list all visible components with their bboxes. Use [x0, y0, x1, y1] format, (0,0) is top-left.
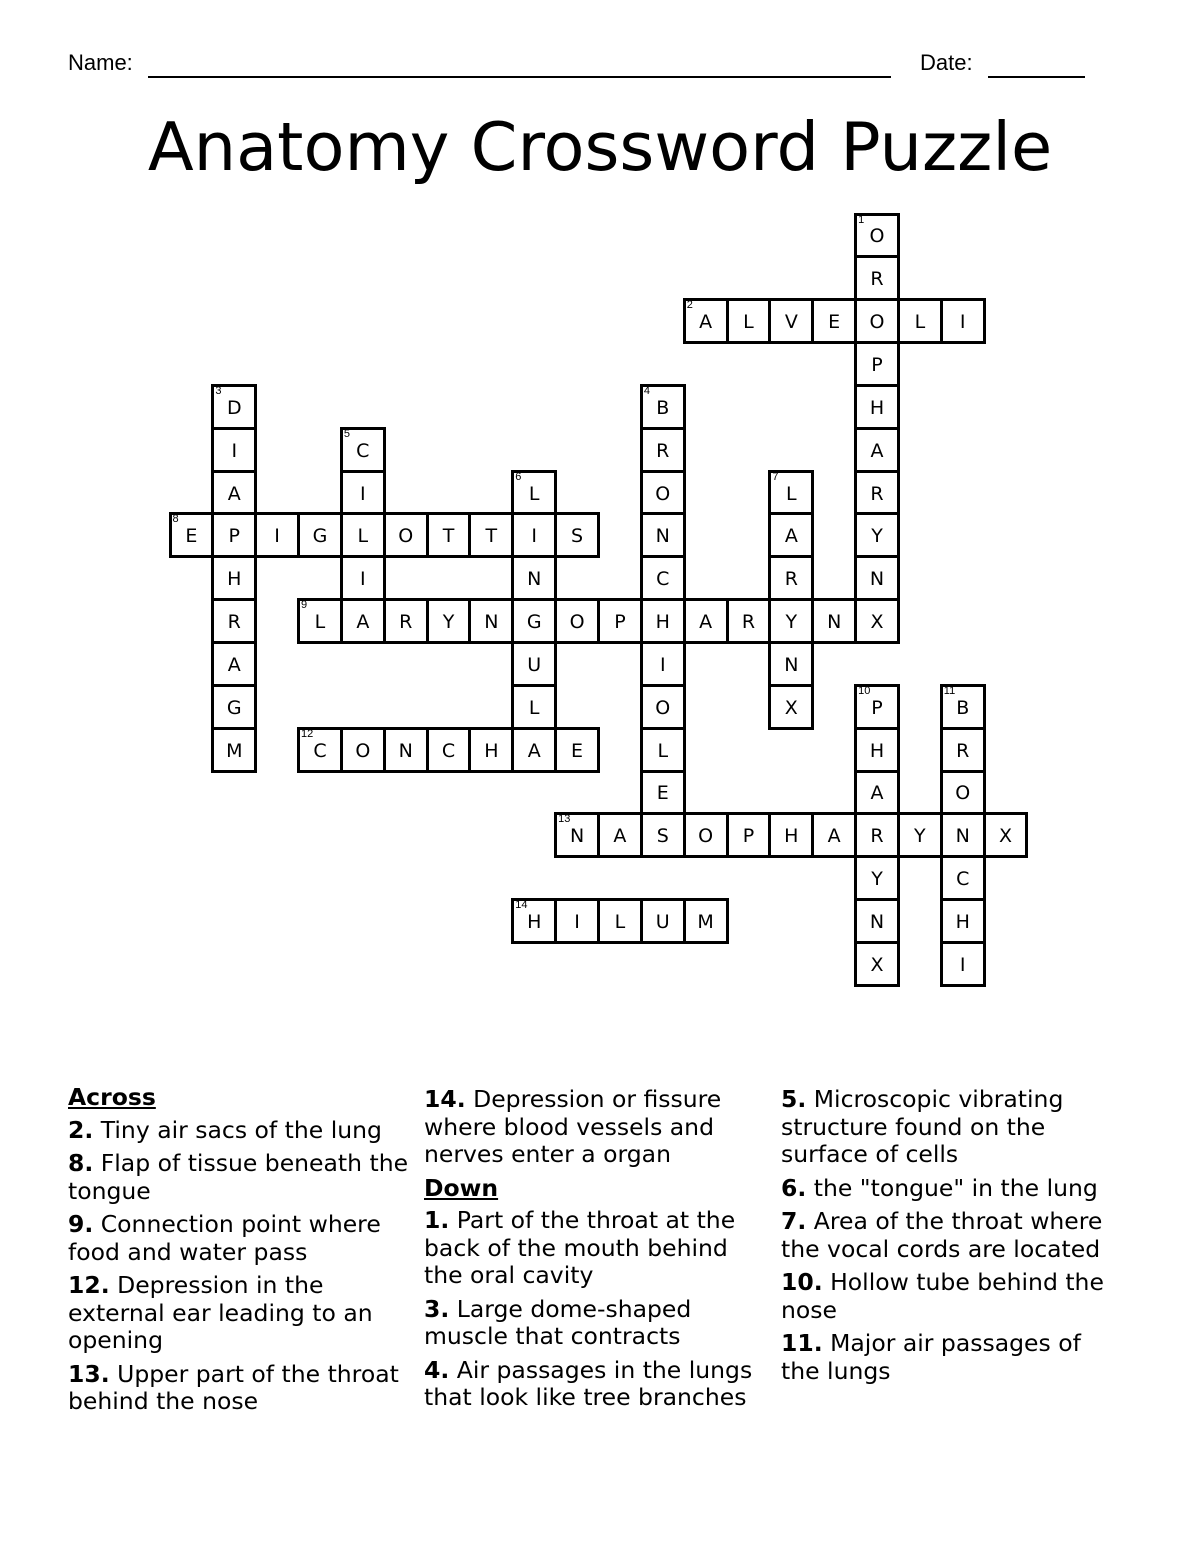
crossword-cell[interactable]	[768, 684, 814, 730]
cell-letter: O	[869, 311, 885, 334]
crossword-cell[interactable]	[640, 812, 686, 858]
cell-letter: U	[655, 911, 670, 934]
clue-column-3	[781, 1086, 1126, 1391]
cell-letter: X	[870, 611, 884, 634]
cell-letter: G	[226, 696, 242, 719]
cell-letter: I	[360, 568, 366, 591]
cell-letter: A	[870, 439, 884, 462]
cell-letter: L	[657, 739, 669, 762]
cell-letter: I	[574, 911, 580, 934]
cell-letter: N	[398, 739, 413, 762]
crossword-cell[interactable]	[211, 427, 257, 473]
crossword-cell[interactable]	[854, 727, 900, 773]
cell-letter: O	[869, 225, 885, 248]
cell-letter: O	[655, 696, 671, 719]
cell-letter: A	[356, 611, 370, 634]
crossword-cell[interactable]	[640, 727, 686, 773]
crossword-cell[interactable]	[640, 427, 686, 473]
cell-letter: R	[227, 611, 241, 634]
crossword-cell[interactable]	[768, 512, 814, 558]
crossword-cell[interactable]	[340, 470, 386, 516]
date-label: Date:	[920, 50, 973, 75]
crossword-cell[interactable]	[854, 555, 900, 601]
cell-letter: E	[185, 525, 198, 548]
clue-down-3: 3. Large dome-shaped muscle that contracts	[424, 1294, 692, 1350]
cell-letter: L	[314, 611, 326, 634]
crossword-cell[interactable]	[811, 298, 857, 344]
cell-letter: T	[442, 525, 455, 548]
cell-letter: A	[613, 825, 627, 848]
crossword-cell[interactable]	[511, 684, 557, 730]
cell-letter: R	[784, 568, 798, 591]
crossword-cell[interactable]	[854, 898, 900, 944]
crossword-cell[interactable]	[597, 812, 643, 858]
clue-across-2: 2. Tiny air sacs of the lung	[68, 1115, 382, 1144]
crossword-cell[interactable]	[554, 727, 600, 773]
cell-letter: N	[655, 525, 670, 548]
cell-letter: T	[485, 525, 498, 548]
cell-letter: A	[870, 782, 884, 805]
crossword-cell[interactable]	[768, 598, 814, 644]
cell-letter: P	[742, 825, 755, 848]
clue-number: 4	[643, 384, 650, 397]
cell-letter: C	[441, 739, 456, 762]
cell-letter: N	[784, 653, 799, 676]
cell-letter: P	[871, 353, 883, 376]
cell-letter: X	[870, 953, 884, 976]
crossword-cell[interactable]	[383, 598, 429, 644]
cell-letter: Y	[871, 868, 883, 891]
crossword-cell[interactable]	[640, 470, 686, 516]
cell-letter: Y	[442, 611, 455, 634]
cell-letter: M	[226, 739, 243, 762]
cell-letter: L	[614, 911, 626, 934]
across-heading: Across	[68, 1083, 156, 1111]
cell-letter: N	[869, 911, 885, 934]
cell-letter: C	[356, 439, 370, 462]
cell-letter: S	[571, 525, 584, 548]
cell-letter: S	[656, 825, 669, 848]
crossword-cell[interactable]	[383, 727, 429, 773]
cell-letter: P	[871, 696, 883, 719]
crossword-cell[interactable]	[940, 684, 986, 730]
cell-letter: I	[231, 439, 238, 462]
crossword-cell[interactable]	[854, 298, 900, 344]
clue-number: 13	[558, 813, 571, 826]
crossword-cell[interactable]	[297, 727, 343, 773]
crossword-cell[interactable]	[511, 555, 557, 601]
crossword-cell[interactable]	[511, 470, 557, 516]
crossword-cell[interactable]	[768, 641, 814, 687]
crossword-cell[interactable]	[340, 598, 386, 644]
cell-letter: L	[528, 482, 540, 505]
cell-letter: E	[656, 782, 669, 805]
cell-letter: R	[870, 482, 884, 505]
clue-number: 9	[301, 599, 308, 612]
down-heading: Down	[424, 1173, 499, 1202]
crossword-cell[interactable]	[640, 598, 686, 644]
cell-letter: I	[360, 482, 366, 505]
crossword-cell[interactable]	[468, 727, 514, 773]
cell-letter: M	[697, 911, 714, 934]
crossword-cell[interactable]	[940, 941, 986, 987]
cell-letter: L	[914, 311, 926, 334]
crossword-cell[interactable]	[640, 555, 686, 601]
cell-letter: Y	[785, 611, 798, 634]
crossword-cell[interactable]	[726, 298, 772, 344]
crossword-cell[interactable]	[897, 812, 943, 858]
clue-number: 10	[858, 684, 871, 697]
clue-number: 8	[172, 513, 179, 526]
clue-column-2	[424, 1086, 769, 1418]
cell-letter: A	[227, 653, 241, 676]
clue-number: 3	[215, 384, 222, 397]
cell-letter: I	[274, 525, 280, 548]
clue-across-9: 9. Connection point where food and water pass	[68, 1210, 381, 1266]
crossword-cell[interactable]	[426, 512, 472, 558]
clue-down-4: 4. Air passages in the lungs that look like tree branches	[424, 1355, 753, 1411]
crossword-cell[interactable]	[897, 298, 943, 344]
crossword-cell[interactable]	[683, 598, 729, 644]
crossword-cell[interactable]	[854, 384, 900, 430]
cell-letter: E	[571, 739, 584, 762]
cell-letter: R	[956, 739, 970, 762]
cell-letter: A	[527, 739, 541, 762]
clue-column-1	[68, 1084, 413, 1422]
crossword-cell[interactable]	[940, 770, 986, 816]
crossword-cell[interactable]	[811, 598, 857, 644]
cell-letter: L	[743, 311, 754, 334]
cell-letter: O	[398, 525, 414, 548]
clue-number: 5	[343, 427, 351, 440]
cell-letter: C	[956, 868, 970, 891]
cell-letter: D	[226, 396, 242, 419]
crossword-cell[interactable]	[468, 598, 514, 644]
crossword-cell[interactable]	[297, 598, 343, 644]
clue-down-11: 11. Major air passages of the lungs	[781, 1329, 1081, 1385]
crossword-cell[interactable]	[211, 470, 257, 516]
cell-letter: I	[959, 311, 966, 334]
cell-letter: H	[484, 739, 499, 762]
clue-across-14: 14. Depression or fissure where blood vessels and nerves enter a organ	[424, 1085, 722, 1168]
crossword-cell[interactable]	[297, 512, 343, 558]
crossword-cell[interactable]	[640, 512, 686, 558]
crossword-cell[interactable]	[597, 898, 643, 944]
crossword-cell[interactable]	[640, 770, 686, 816]
crossword-cell[interactable]	[511, 598, 557, 644]
cell-letter: L	[528, 696, 540, 719]
crossword-cell[interactable]	[854, 855, 900, 901]
crossword-cell[interactable]	[854, 470, 900, 516]
cell-letter: X	[784, 696, 798, 719]
clue-number: 6	[515, 470, 522, 483]
crossword-cell[interactable]	[511, 898, 557, 944]
crossword-cell[interactable]	[169, 512, 215, 558]
crossword-cell[interactable]	[254, 512, 300, 558]
crossword-cell[interactable]	[211, 598, 257, 644]
crossword-cell[interactable]	[468, 512, 514, 558]
cell-letter: H	[784, 825, 799, 848]
cell-letter: G	[312, 525, 328, 548]
crossword-cell[interactable]	[426, 598, 472, 644]
cell-letter: O	[355, 739, 371, 762]
cell-letter: H	[655, 611, 670, 634]
crossword-cell[interactable]	[211, 512, 257, 558]
cell-letter: R	[741, 611, 756, 634]
crossword-cell[interactable]	[983, 812, 1029, 858]
crossword-cell[interactable]	[340, 727, 386, 773]
cell-letter: N	[527, 568, 542, 591]
crossword-cell[interactable]	[511, 641, 557, 687]
crossword-cell[interactable]	[340, 512, 386, 558]
crossword-cell[interactable]	[211, 555, 257, 601]
cell-letter: V	[784, 311, 798, 334]
cell-letter: O	[698, 825, 714, 848]
crossword-cell[interactable]	[940, 855, 986, 901]
crossword-cell[interactable]	[854, 598, 900, 644]
page-title: Anatomy Crossword Puzzle	[147, 108, 1053, 186]
crossword-cell[interactable]	[640, 684, 686, 730]
cell-letter: R	[870, 825, 884, 848]
crossword-cell[interactable]	[854, 512, 900, 558]
cell-letter: H	[227, 568, 242, 591]
crossword-cell[interactable]	[811, 812, 857, 858]
clue-down-6: 6. the "tongue" in the lung	[781, 1173, 1098, 1202]
cell-letter: Y	[914, 825, 926, 848]
cell-letter: Y	[871, 525, 883, 548]
cell-letter: A	[227, 482, 241, 505]
crossword-cell[interactable]	[340, 427, 386, 473]
crossword-cell[interactable]	[768, 555, 814, 601]
crossword-cell[interactable]	[940, 898, 986, 944]
crossword-cell[interactable]	[340, 555, 386, 601]
clue-number: 12	[301, 727, 314, 740]
crossword-cell[interactable]	[854, 341, 900, 387]
crossword-cell[interactable]	[554, 898, 600, 944]
crossword-cell[interactable]	[640, 641, 686, 687]
clue-down-10: 10. Hollow tube behind the nose	[781, 1268, 1104, 1324]
crossword-cell[interactable]	[854, 213, 900, 259]
clue-down-1: 1. Part of the throat at the back of the mouth behind the oral cavity	[424, 1206, 736, 1289]
cell-letter: A	[699, 611, 713, 634]
cell-letter: H	[955, 911, 970, 934]
crossword-cell[interactable]	[940, 812, 986, 858]
cell-letter: N	[827, 611, 842, 634]
cell-letter: I	[959, 953, 966, 976]
cell-letter: N	[869, 568, 885, 591]
cell-letter: I	[659, 653, 666, 676]
crossword-cell[interactable]	[554, 598, 600, 644]
cell-letter: R	[399, 611, 413, 634]
clue-down-7: 7. Area of the throat where the vocal cords are located	[781, 1207, 1103, 1263]
crossword-cell[interactable]	[854, 770, 900, 816]
cell-letter: H	[869, 396, 885, 419]
crossword-cell[interactable]	[426, 727, 472, 773]
crossword-cell[interactable]	[726, 812, 772, 858]
cell-letter: U	[527, 653, 542, 676]
cell-letter: H	[527, 911, 542, 934]
crossword-cell[interactable]	[768, 298, 814, 344]
crossword-cell[interactable]	[554, 812, 600, 858]
cell-letter: O	[955, 782, 971, 805]
crossword-cell[interactable]	[511, 727, 557, 773]
clue-number: 11	[943, 684, 956, 697]
cell-letter: B	[956, 696, 970, 719]
crossword-cell[interactable]	[683, 298, 729, 344]
crossword-cell[interactable]	[640, 898, 686, 944]
cell-letter: C	[313, 739, 327, 762]
clue-down-5: 5. Microscopic vibrating structure found on the surface of cells	[781, 1085, 1064, 1168]
crossword-cell[interactable]	[211, 684, 257, 730]
clue-number: 2	[686, 299, 693, 312]
crossword-cell[interactable]	[940, 298, 986, 344]
cell-letter: C	[656, 568, 670, 591]
cell-letter: N	[484, 611, 499, 634]
cell-letter: R	[656, 439, 670, 462]
clue-across-12: 12. Depression in the external ear leading to an opening	[68, 1271, 373, 1354]
cell-letter: H	[869, 739, 885, 762]
cell-letter: N	[569, 825, 585, 848]
cell-letter: A	[784, 525, 798, 548]
cell-letter: P	[228, 525, 240, 548]
crossword-cell[interactable]	[768, 470, 814, 516]
clue-across-8: 8. Flap of tissue beneath the tongue	[68, 1149, 409, 1205]
cell-letter: X	[999, 825, 1013, 848]
cell-letter: G	[526, 611, 542, 634]
cell-letter: A	[827, 825, 841, 848]
cell-letter: E	[828, 311, 841, 334]
crossword-cell[interactable]	[640, 384, 686, 430]
crossword-cell[interactable]	[383, 512, 429, 558]
crossword-cell[interactable]	[511, 512, 557, 558]
cell-letter: L	[357, 525, 369, 548]
crossword-cell[interactable]	[211, 641, 257, 687]
crossword-cell[interactable]	[683, 812, 729, 858]
crossword-cell[interactable]	[554, 512, 600, 558]
name-label: Name:	[68, 50, 133, 75]
cell-letter: R	[870, 268, 884, 291]
crossword-cell[interactable]	[940, 727, 986, 773]
cell-letter: L	[786, 482, 797, 505]
crossword-cell[interactable]	[768, 812, 814, 858]
crossword-cell[interactable]	[597, 598, 643, 644]
clue-number: 14	[515, 899, 528, 912]
cell-letter: N	[955, 825, 970, 848]
clue-number: 7	[772, 470, 779, 483]
crossword-cell[interactable]	[854, 255, 900, 301]
crossword-cell[interactable]	[211, 384, 257, 430]
crossword-cell[interactable]	[854, 427, 900, 473]
crossword-cell[interactable]	[211, 727, 257, 773]
cell-letter: O	[655, 482, 671, 505]
cell-letter: B	[656, 396, 670, 419]
cell-letter: P	[614, 611, 626, 634]
clue-number: 1	[858, 213, 865, 226]
cell-letter: A	[699, 311, 713, 334]
cell-letter: O	[569, 611, 585, 634]
crossword-cell[interactable]	[854, 684, 900, 730]
crossword-cell[interactable]	[854, 941, 900, 987]
clue-across-13: 13. Upper part of the throat behind the nose	[68, 1359, 399, 1415]
cell-letter: I	[531, 525, 538, 548]
crossword-cell[interactable]	[854, 812, 900, 858]
crossword-cell[interactable]	[726, 598, 772, 644]
crossword-cell[interactable]	[683, 898, 729, 944]
